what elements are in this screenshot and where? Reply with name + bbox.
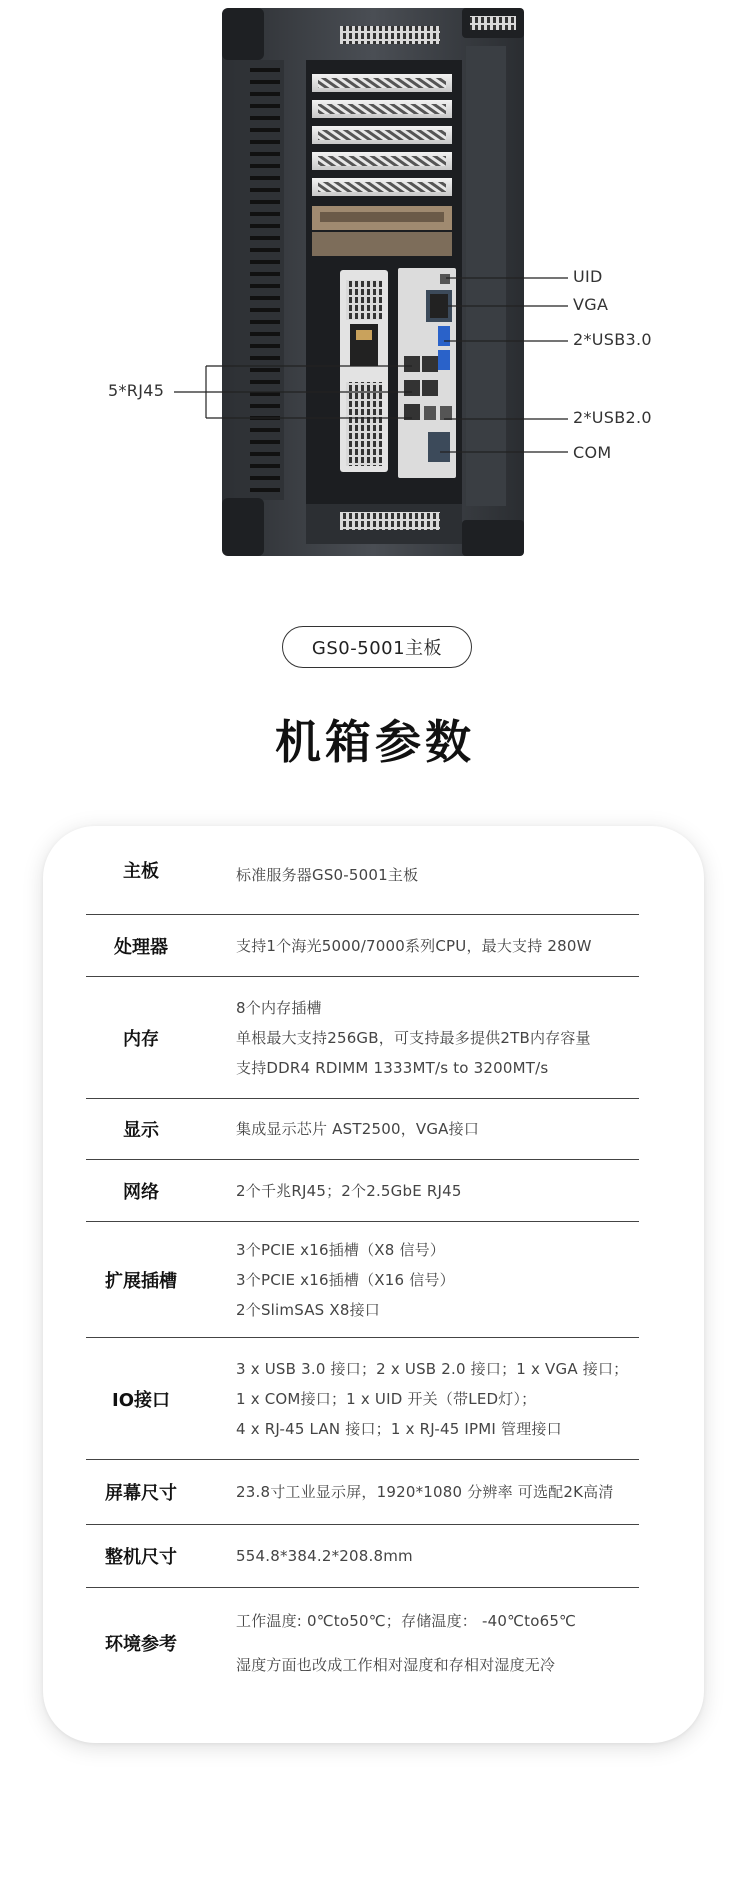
spec-value: 1 x COM接口；1 x UID 开关（带LED灯）；	[236, 1389, 537, 1408]
model-badge: GS0-5001主板	[282, 626, 472, 668]
spec-label: 扩展插槽	[105, 1270, 177, 1292]
spec-value: 23.8寸工业显示屏，1920*1080 分辨率 可选配2K高清	[236, 1483, 614, 1501]
spec-card	[43, 826, 704, 1743]
spec-value: 支持DDR4 RDIMM 1333MT/s to 3200MT/s	[236, 1058, 549, 1077]
callout-vga: VGA	[573, 295, 609, 314]
spec-row-expansion	[86, 1222, 639, 1338]
spec-label: 主板	[123, 861, 159, 882]
spec-label: 内存	[123, 1028, 159, 1050]
chassis-rear-illustration	[0, 0, 750, 580]
spec-row-mainboard	[86, 826, 639, 915]
spec-row-environment	[86, 1588, 639, 1698]
spec-label: 整机尺寸	[105, 1547, 177, 1568]
spec-value: 2个SlimSAS X8接口	[236, 1300, 380, 1319]
product-figure	[0, 0, 750, 580]
spec-value: 8个内存插槽	[236, 998, 322, 1017]
spec-value: 集成显示芯片 AST2500，VGA接口	[236, 1120, 480, 1138]
spec-row-display	[86, 1099, 639, 1160]
spec-label: 处理器	[114, 936, 168, 958]
spec-value: 3个PCIE x16插槽（X16 信号）	[236, 1270, 455, 1289]
spec-row-dimensions	[86, 1525, 639, 1588]
spec-value: 工作温度: 0℃to50℃；存储温度： -40℃to65℃	[236, 1612, 577, 1630]
callout-uid: UID	[573, 267, 603, 286]
callout-usb3: 2*USB3.0	[573, 330, 652, 349]
spec-row-network	[86, 1160, 639, 1222]
callout-rj45: 5*RJ45	[108, 381, 165, 400]
callout-com: COM	[573, 443, 612, 462]
spec-value: 支持1个海光5000/7000系列CPU，最大支持 280W	[236, 936, 592, 955]
spec-label: 环境参考	[105, 1634, 177, 1655]
spec-label: 显示	[123, 1120, 159, 1141]
spec-value: 湿度方面也改成工作相对湿度和存相对湿度无冷	[236, 1656, 556, 1674]
callout-usb2: 2*USB2.0	[573, 408, 652, 427]
spec-value: 3个PCIE x16插槽（X8 信号）	[236, 1240, 446, 1259]
spec-row-screen	[86, 1460, 639, 1525]
spec-value: 554.8*384.2*208.8mm	[236, 1547, 413, 1565]
section-title: 机箱参数	[275, 715, 475, 769]
spec-label: 屏幕尺寸	[105, 1483, 177, 1504]
spec-label: 网络	[123, 1181, 159, 1203]
spec-value: 单根最大支持256GB，可支持最多提供2TB内存容量	[236, 1028, 591, 1047]
spec-row-processor	[86, 915, 639, 977]
spec-value: 3 x USB 3.0 接口；2 x USB 2.0 接口；1 x VGA 接口；	[236, 1359, 629, 1378]
spec-label: IO接口	[112, 1389, 170, 1411]
spec-row-io	[86, 1338, 639, 1460]
spec-value: 4 x RJ-45 LAN 接口；1 x RJ-45 IPMI 管理接口	[236, 1419, 562, 1438]
spec-value: 2个千兆RJ45；2个2.5GbE RJ45	[236, 1181, 462, 1200]
spec-value: 标准服务器GS0-5001主板	[236, 866, 419, 884]
spec-row-memory	[86, 977, 639, 1099]
